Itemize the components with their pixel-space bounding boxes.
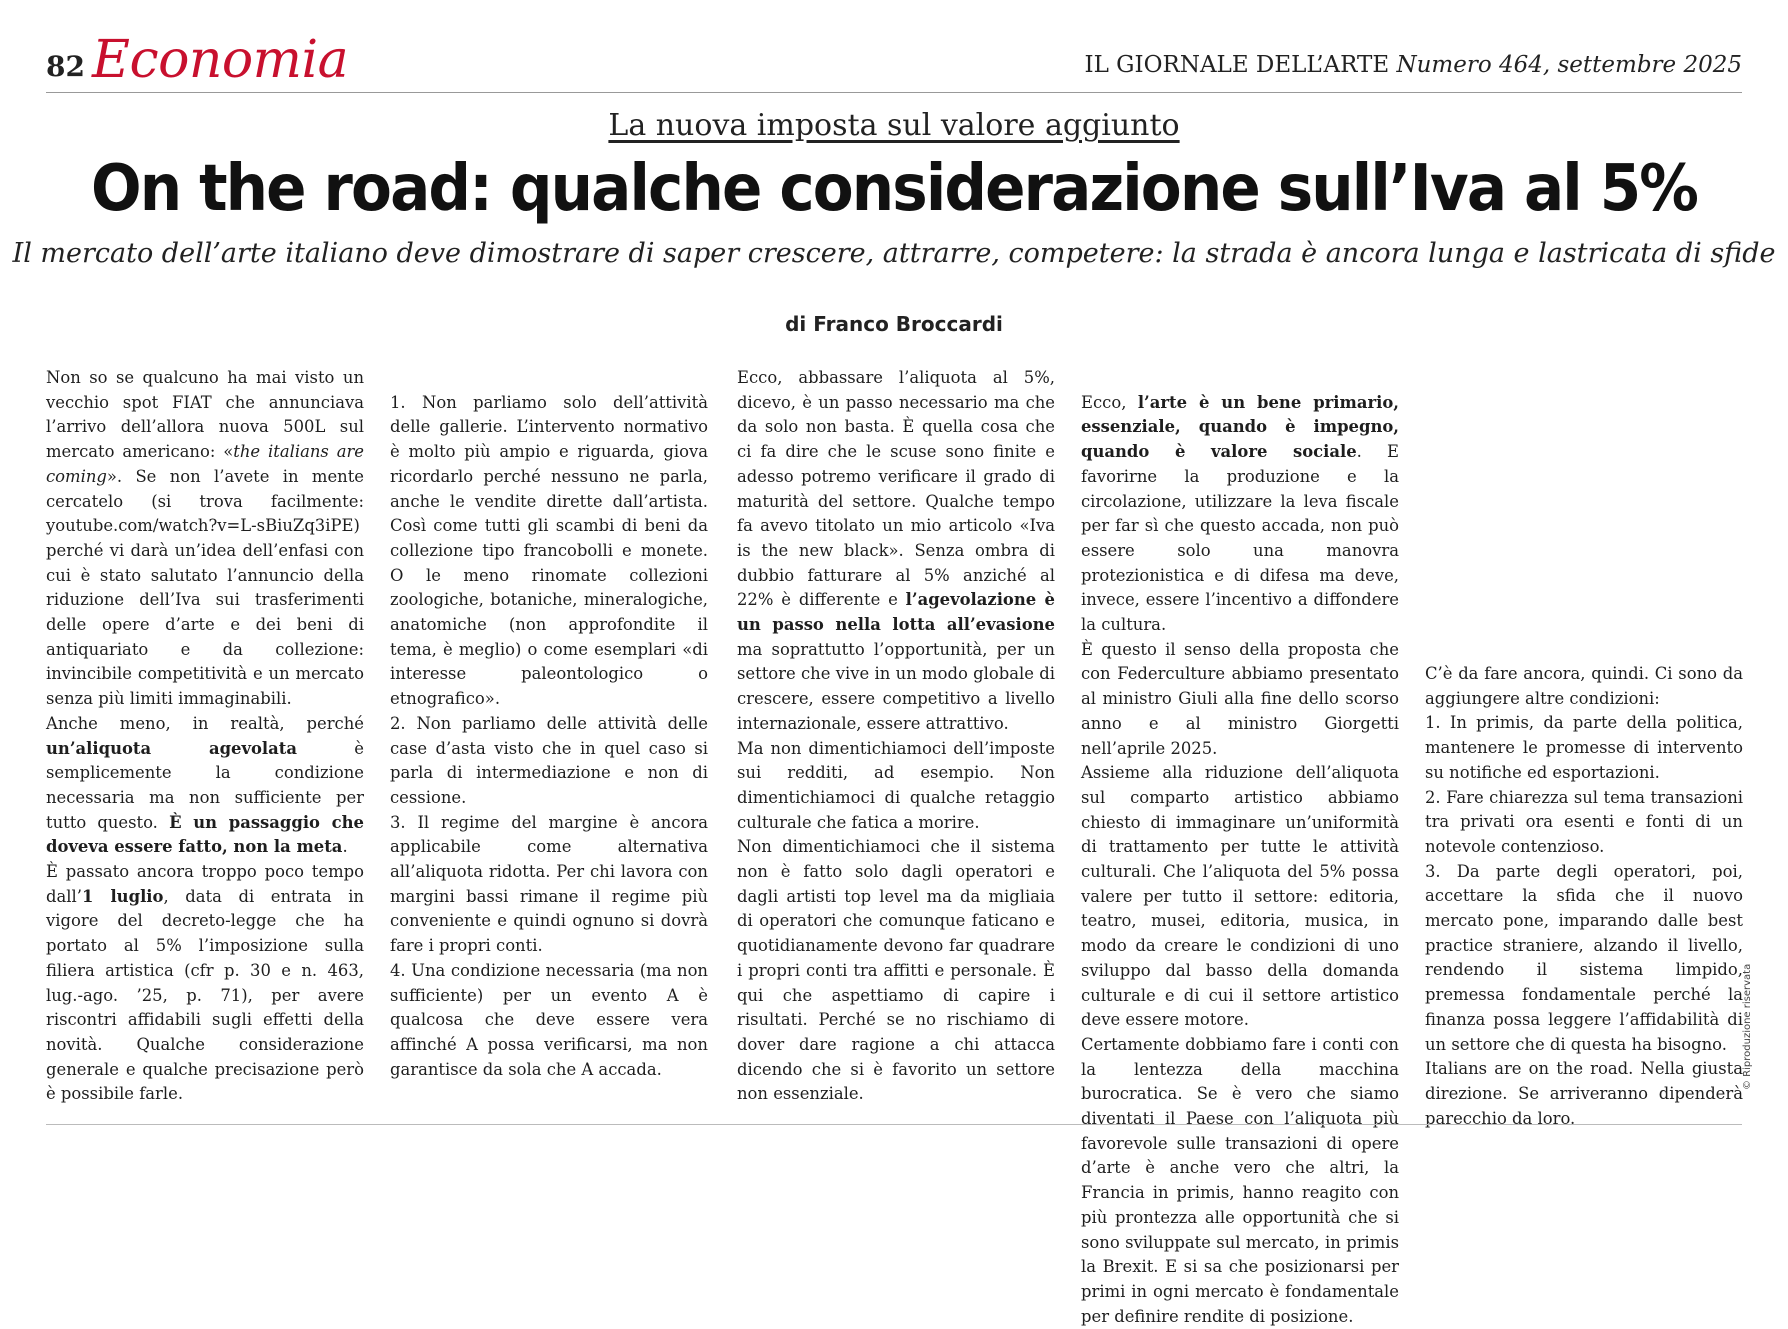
body-column-2: [390, 366, 708, 1086]
text-run: Ecco,: [1081, 392, 1138, 412]
italic-text: the italians are coming: [46, 442, 364, 486]
text-run: Non so se qualcuno ha mai visto un vecchio spot FIAT che annunciava l’arrivo dell’allora nuova 500L sul mercato americano: «: [46, 368, 364, 462]
paragraph: C’è da fare ancora, quindi. Ci sono da aggiungere altre condizioni:: [1425, 664, 1743, 708]
copyright-credit: © Riproduzione riservata: [1742, 963, 1753, 1090]
paragraph-continuation-spacer: [1425, 366, 1743, 662]
text-run: Anche meno, in realtà, perché: [46, 713, 364, 733]
paragraph: Italians are on the road. Nella giusta direzione. Se arriveranno dipenderà parecchio da loro.: [1425, 1059, 1743, 1128]
bold-text: un’aliquota agevolata: [46, 738, 297, 758]
text-run: .: [342, 837, 348, 857]
body-column-3: [737, 366, 1055, 1104]
bottom-rule: [46, 1124, 1742, 1125]
section-title: Economia: [92, 30, 349, 90]
bold-text: l’agevolazione è un passo nella lotta all’evasione: [737, 590, 1055, 635]
text-run: ma soprattutto l’opportunità, per un settore che vive in un modo globale di crescere, essere competitivo a livello internazionale, essere attrattivo.: [737, 639, 1055, 733]
paragraph: Assieme alla riduzione dell’aliquota sul comparto artistico abbiamo chiesto di immaginare un’uniformità di trattamento per tutte le attività culturali. Che l’aliquota del 5% possa valere per tutto il settore: editoria, teatro, musei, editoria, musica, in modo da creare le condizioni di uno sviluppo dal basso della domanda culturale e di cui il settore artistico deve essere motore.: [1081, 763, 1399, 1030]
body-column-1: [46, 366, 364, 1104]
text-run: ». Se non l’avete in mente cercatelo (si trova facilmente: youtube.com/watch?v=L-sBiuZq3iPE) perché vi darà un’idea dell’enfasi con cui è stato salutato l’annuncio della riduzione dell’Iva sui trasferimenti delle opere d’arte e dei beni di antiquariato e da collezione: invincibile competitività e un mercato senza più limiti immaginabili.: [46, 466, 364, 709]
paragraph: È questo il senso della proposta che con Federculture abbiamo presentato al ministro Giuli alla fine dello scorso anno e al ministro Giorgetti nell’aprile 2025.: [1081, 639, 1399, 758]
paragraph: 2. Fare chiarezza sul tema transazioni tra privati ora esenti e fonti di un notevole contenzioso.: [1425, 787, 1743, 856]
paragraph: Certamente dobbiamo fare i conti con la lentezza della macchina burocratica. Se è vero che siamo diventati il Paese con l’aliquota più favorevole sulle transazioni di opere d’arte è anche vero che altri, la Francia in primis, hanno reagito con più prontezza alle opportunità che si sono sviluppate sul mercato, in primis la Brexit. E si sa che posizionarsi per primi in ogni mercato è fondamentale per definire rendite di posizione.: [1081, 1034, 1399, 1326]
text-run: è semplicemente la condizione necessaria ma non sufficiente per tutto questo.: [46, 738, 364, 832]
page-number: 82: [46, 50, 85, 83]
page-header: [46, 30, 1742, 92]
paragraph: Non dimentichiamoci che il sistema non è fatto solo dagli operatori e dagli artisti top level ma da migliaia di operatori che comunque faticano e quotidianamente devono far quadrare i propri conti tra affitti e personale. È qui che aspettiamo di capire i risultati. Perché se no rischiamo di dover dare ragione a chi attacca dicendo che si è favorito un settore non essenziale.: [737, 837, 1055, 1104]
paragraph: [46, 712, 364, 860]
bold-text: È un passaggio che doveva essere fatto, non la meta: [46, 812, 364, 857]
paragraph: 4. Una condizione necessaria (ma non sufficiente) per un evento A è qualcosa che deve essere vera affinché A possa verificarsi, ma non garantisce da sola che A accada.: [390, 960, 708, 1079]
publication-name: IL GIORNALE DELL’ARTE: [1084, 52, 1390, 78]
text-run: , data di entrata in vigore del decreto-legge che ha portato al 5% l’imposizione sulla filiera artistica (cfr p. 30 e n. 463, lug.-ago. ’25, p. 71), per avere riscontri affidabili sugli effetti della novità. Qualche considerazione generale e qualche precisazione però è possibile farle.: [46, 886, 364, 1104]
paragraph: [46, 366, 364, 712]
text-run: . E favorirne la produzione e la circolazione, utilizzare la leva fiscale per far sì che questo accada, non può essere solo una manovra protezionistica e di difesa ma deve, invece, essere l’incentivo a diffondere la cultura.: [1081, 442, 1399, 635]
paragraph: 3. Il regime del margine è ancora applicabile come alternativa all’aliquota ridotta. Per chi lavora con margini bassi rimane il regime più conveniente e quindi ognuno si dovrà fare i propri conti.: [390, 812, 708, 956]
subheadline: Il mercato dell’arte italiano deve dimostrare di saper crescere, attrarre, competere: la strada è ancora lunga e lastricata di sfide: [12, 238, 1776, 269]
paragraph-continuation-spacer: [1081, 366, 1399, 391]
header-rule: [46, 92, 1742, 93]
byline: di Franco Broccardi: [785, 312, 1003, 336]
paragraph: 3. Da parte degli operatori, poi, accettare la sfida che il nuovo mercato pone, imparando dalle best practice straniere, alzando il livello, rendendo il sistema limpido, premessa fondamentale perché la finanza possa leggere l’affidabilità di un settore che di questa ha bisogno.: [1425, 861, 1743, 1054]
kicker-text: La nuova imposta sul valore aggiunto: [608, 108, 1180, 143]
paragraph: 2. Non parliamo delle attività delle case d’asta visto che in quel caso si parla di intermediazione e non di cessione.: [390, 713, 708, 807]
masthead: [1085, 52, 1742, 78]
paragraph: 1. In primis, da parte della politica, mantenere le promesse di intervento su notifiche ed esportazioni.: [1425, 713, 1743, 782]
text-run: È passato ancora troppo poco tempo dall’: [46, 862, 364, 906]
body-column-5: [1425, 366, 1743, 1128]
paragraph: Ma non dimentichiamoci dell’imposte sui redditi, ad esempio. Non dimentichiamoci di qualche retaggio culturale che fatica a morire.: [737, 738, 1055, 832]
paragraph: [737, 366, 1055, 737]
paragraph: [1081, 391, 1399, 638]
paragraph-continuation-spacer: [390, 366, 708, 391]
issue-info: Numero 464, settembre 2025: [1396, 52, 1742, 78]
kicker: [0, 108, 1788, 143]
bold-text: 1 luglio: [81, 886, 164, 906]
paragraph: [46, 860, 364, 1107]
bold-text: l’arte è un bene primario, essenziale, quando è impegno, quando è valore sociale: [1081, 392, 1399, 462]
headline: On the road: qualche considerazione sull’Iva al 5%: [90, 152, 1698, 226]
body-column-4: [1081, 366, 1399, 1326]
paragraph: 1. Non parliamo solo dell’attività delle gallerie. L’intervento normativo è molto più ampio e riguarda, giova ricordarlo perché nessuno ne parla, anche le vendite dirette dall’artista. Così come tutti gli scambi di beni da collezione tipo francobolli e monete. O le meno rinomate collezioni zoologiche, botaniche, mineralogiche, anatomiche (non approfondite il tema, è meglio) o come esemplari «di interesse paleontologico o etnografico».: [390, 392, 708, 709]
text-run: Ecco, abbassare l’aliquota al 5%, dicevo, è un passo necessario ma che da solo non basta. È quella cosa che ci fa dire che le scuse sono finite e adesso potremo verificare il grado di maturità del settore. Qualche tempo fa avevo titolato un mio articolo «Iva is the new black». Senza ombra di dubbio fatturare al 5% anziché al 22% è differente e: [737, 368, 1055, 610]
